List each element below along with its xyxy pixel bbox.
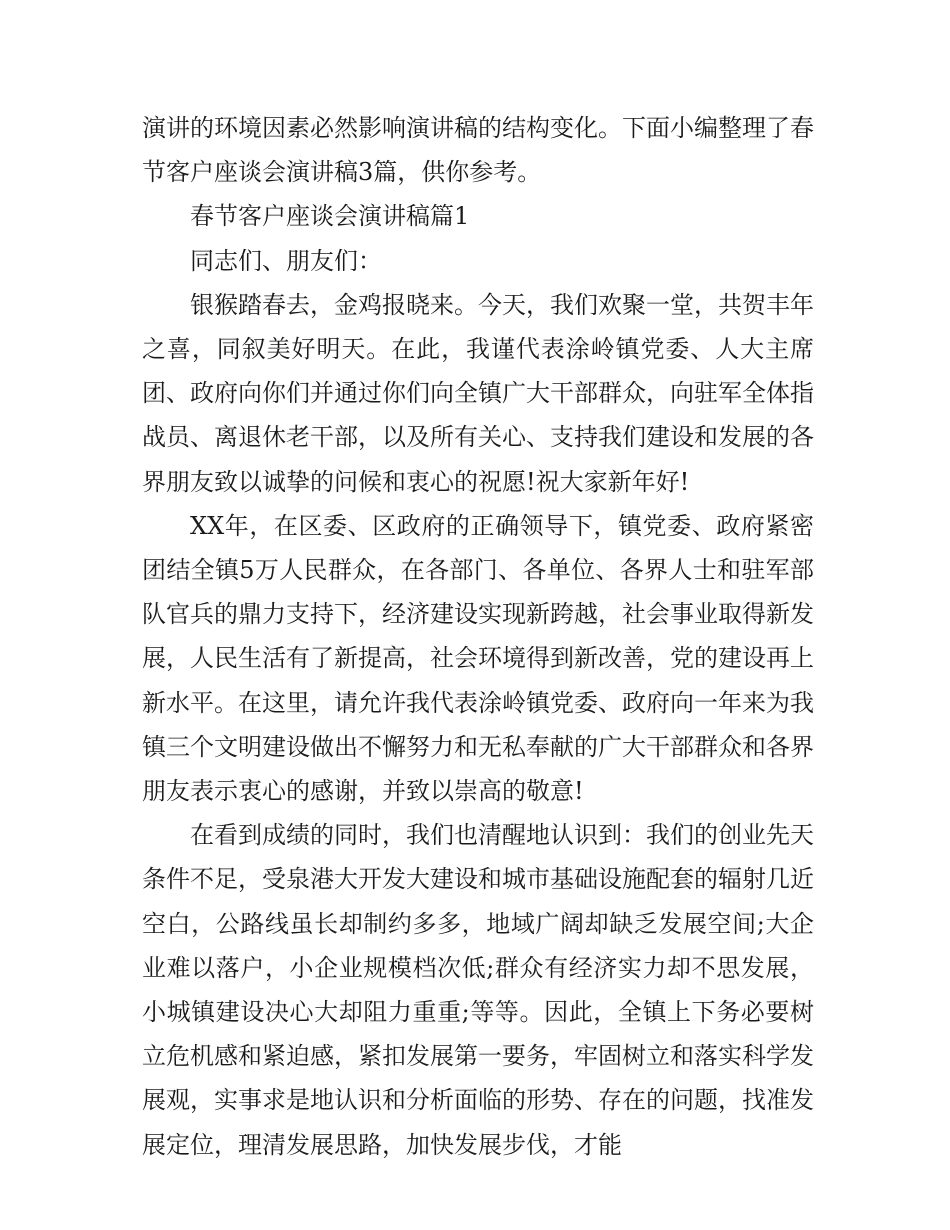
paragraph-intro: 演讲的环境因素必然影响演讲稿的结构变化。下面小编整理了春节客户座谈会演讲稿3篇，供你参考。	[142, 114, 814, 187]
document-body	[142, 106, 814, 1167]
salutation: 同志们、朋友们：	[190, 246, 382, 275]
paragraph-achievements: XX年，在区委、区政府的正确领导下，镇党委、政府紧密团结全镇5万人民群众，在各部门、各单位、各界人士和驻军部队官兵的鼎力支持下，经济建设实现新跨越，社会事业取得新发展，人民生活有了新提高，社会环境得到新改善，党的建设再上新水平。在这里，请允许我代表涂岭镇党委、政府向一年来为我镇三个文明建设做出不懈努力和无私奉献的广大干部群众和各界朋友表示衷心的感谢，并致以崇高的敬意!	[142, 511, 814, 806]
speech-title: 春节客户座谈会演讲稿篇1	[190, 202, 470, 231]
paragraph-greeting: 银猴踏春去，金鸡报晓来。今天，我们欢聚一堂，共贺丰年之喜，同叙美好明天。在此，我谨代表涂岭镇党委、人大主席团、政府向你们并通过你们向全镇广大干部群众，向驻军全体指战员、离退休老干部，以及所有关心、支持我们建设和发展的各界朋友致以诚挚的问候和衷心的祝愿!祝大家新年好!	[142, 290, 814, 496]
paragraph-challenges: 在看到成绩的同时，我们也清醒地认识到：我们的创业先天条件不足，受泉港大开发大建设和城市基础设施配套的辐射几近空白，公路线虽长却制约多多，地域广阔却缺乏发展空间;大企业难以落户，小企业规模档次低;群众有经济实力却不思发展，小城镇建设决心大却阻力重重;等等。因此，全镇上下务必要树立危机感和紧迫感，紧扣发展第一要务，牢固树立和落实科学发展观，实事求是地认识和分析面临的形势、存在的问题，找准发展定位，理清发展思路，加快发展步伐，才能	[142, 821, 814, 1159]
